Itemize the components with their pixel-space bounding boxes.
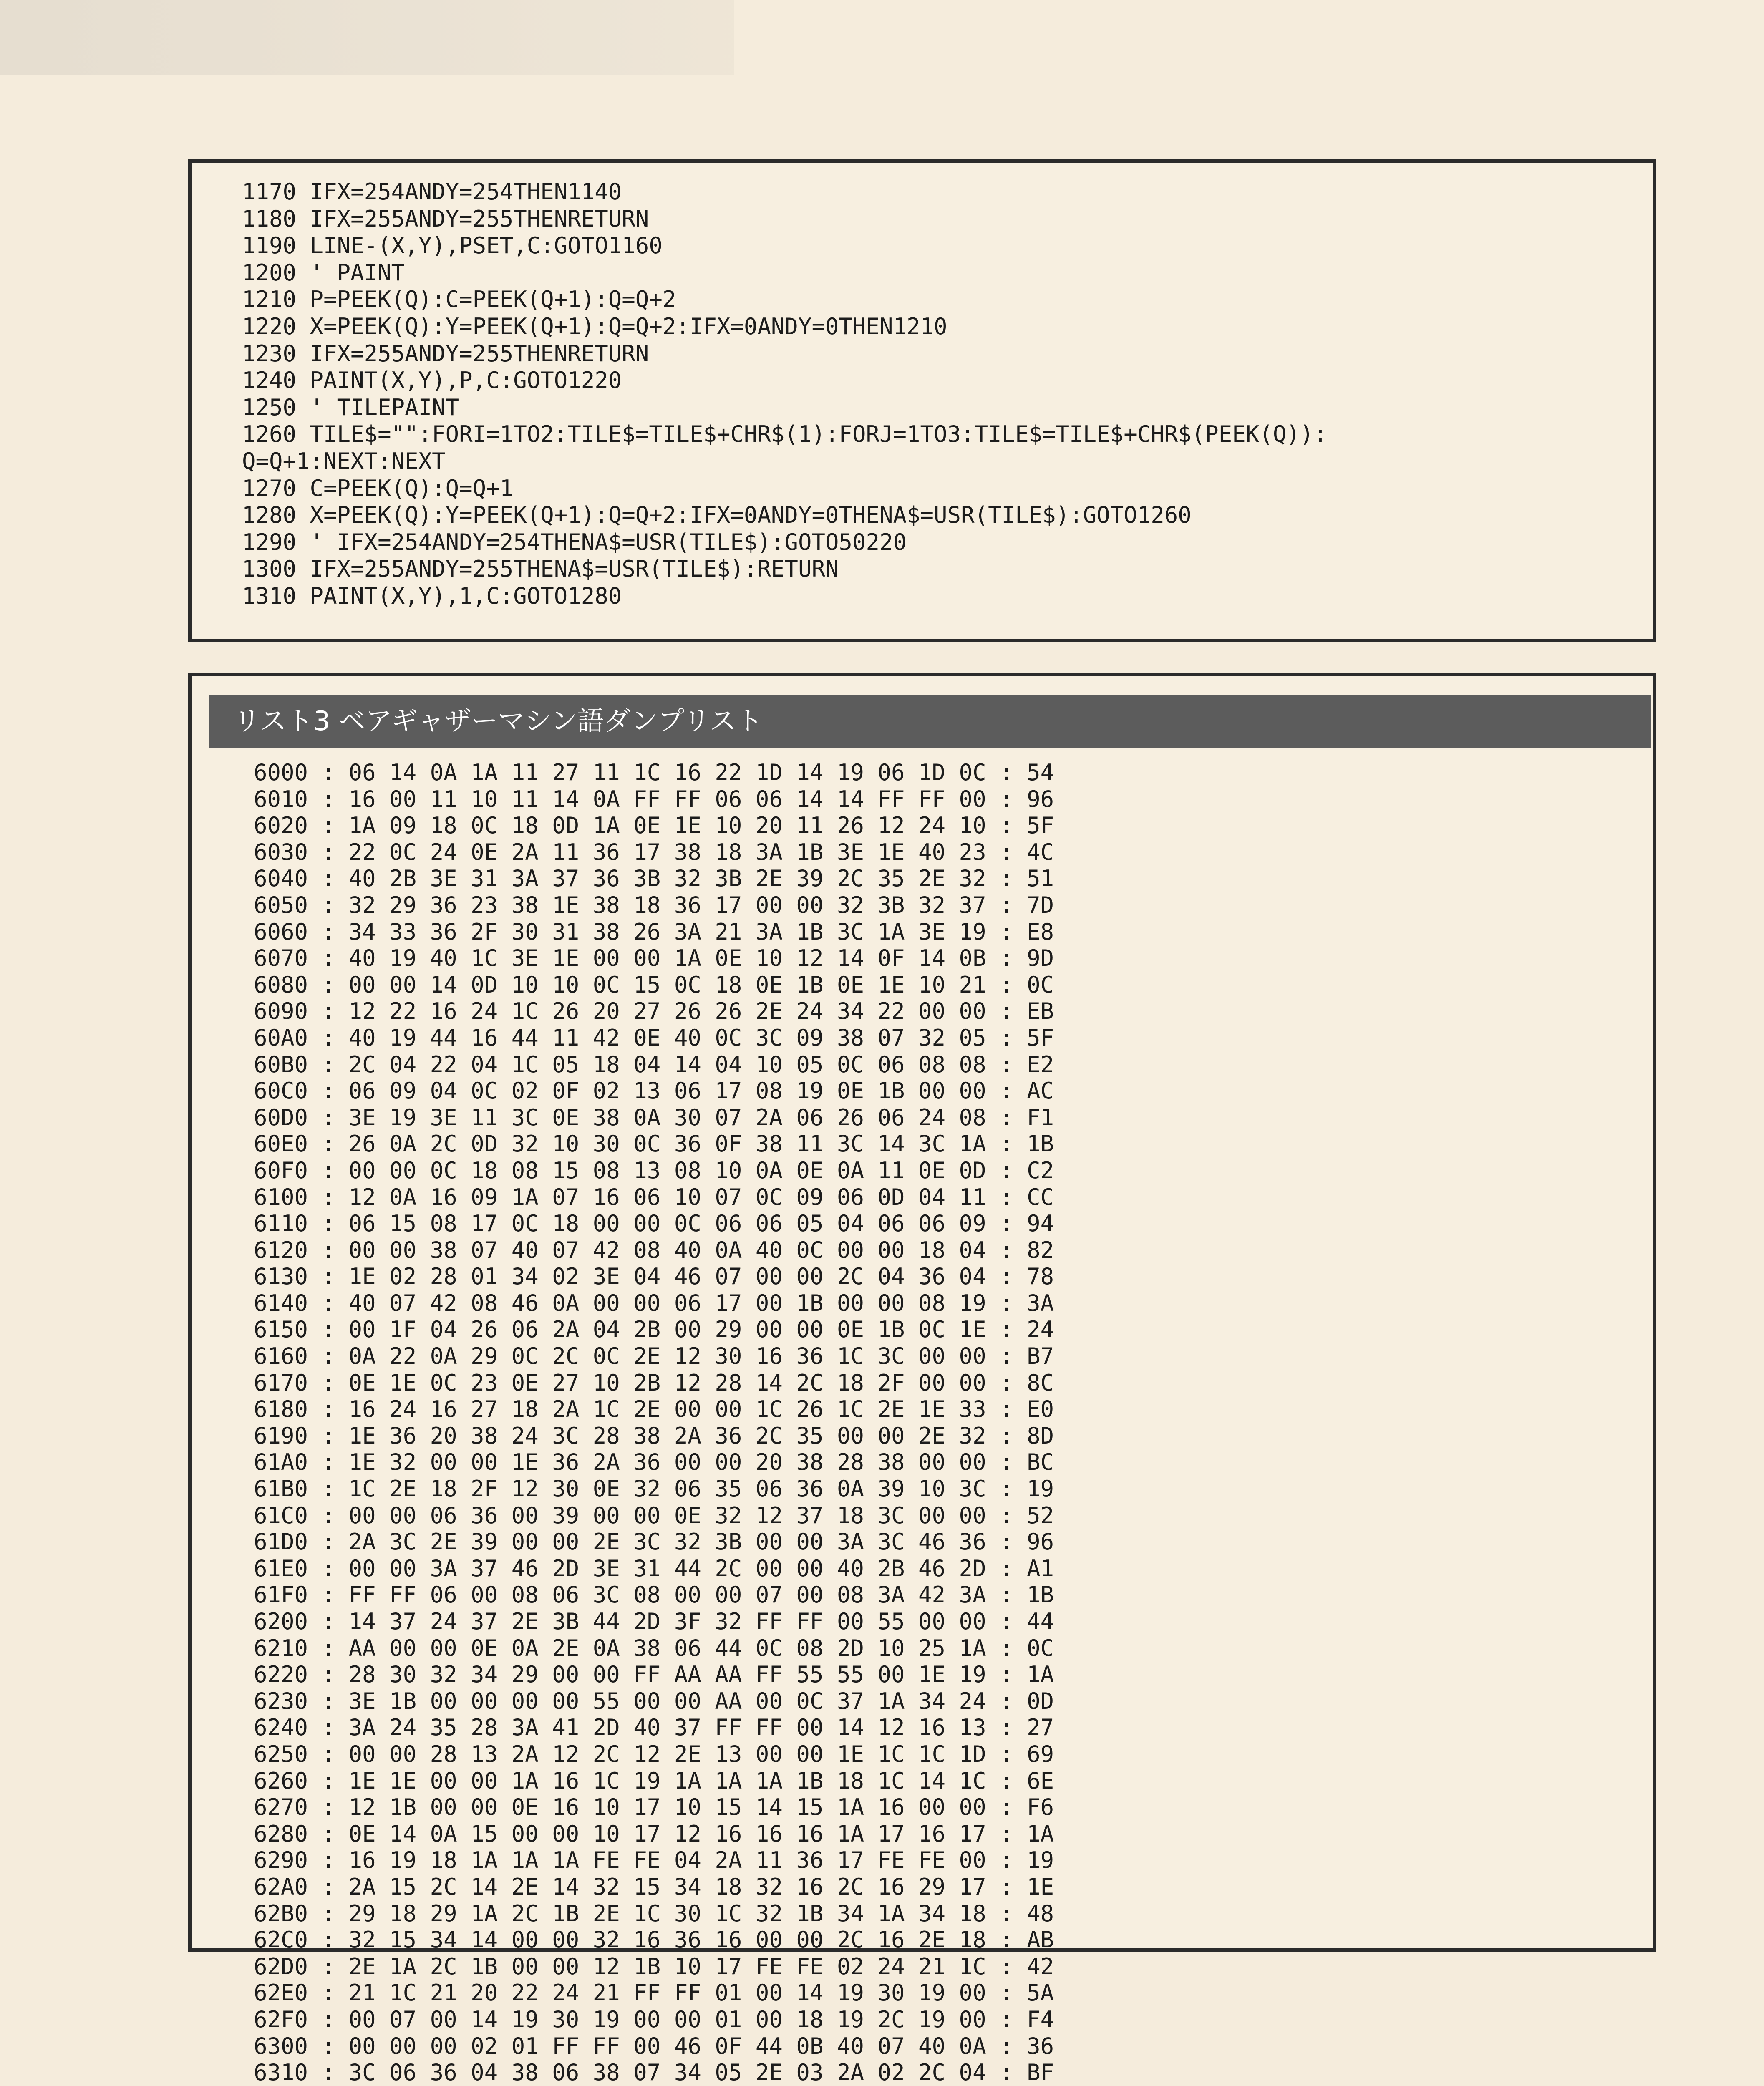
code-line: 1290 ' IFX=254ANDY=254THENA$=USR(TILE$):GOTO50220 — [242, 529, 907, 555]
dump-row: 62A0 : 2A 15 2C 14 2E 14 32 15 34 18 32 16 2C 16 29 17 : 1E — [254, 1873, 1054, 1900]
dump-row: 6280 : 0E 14 0A 15 00 00 10 17 12 16 16 16 1A 17 16 17 : 1A — [254, 1820, 1054, 1847]
code-line: 1180 IFX=255ANDY=255THENRETURN — [242, 205, 649, 232]
dump-row: 62D0 : 2E 1A 2C 1B 00 00 12 1B 10 17 FE FE 02 24 21 1C : 42 — [254, 1953, 1054, 1980]
dump-row: 6230 : 3E 1B 00 00 00 00 55 00 00 AA 00 0C 37 1A 34 24 : 0D — [254, 1688, 1054, 1714]
code-line: 1300 IFX=255ANDY=255THENA$=USR(TILE$):RETURN — [242, 556, 839, 582]
code-line: 1230 IFX=255ANDY=255THENRETURN — [242, 340, 649, 367]
dump-row: 6200 : 14 37 24 37 2E 3B 44 2D 3F 32 FF FF 00 55 00 00 : 44 — [254, 1608, 1054, 1635]
dump-row: 6100 : 12 0A 16 09 1A 07 16 06 10 07 0C 09 06 0D 04 11 : CC — [254, 1184, 1054, 1210]
dump-row: 6150 : 00 1F 04 26 06 2A 04 2B 00 29 00 00 0E 1B 0C 1E : 24 — [254, 1316, 1054, 1343]
dump-row: 6300 : 00 00 00 02 01 FF FF 00 46 0F 44 0B 40 07 40 0A : 36 — [254, 2033, 1054, 2059]
faded-header-bleed — [0, 0, 734, 75]
dump-row: 6050 : 32 29 36 23 38 1E 38 18 36 17 00 00 32 3B 32 37 : 7D — [254, 892, 1054, 918]
code-line: 1210 P=PEEK(Q):C=PEEK(Q+1):Q=Q+2 — [242, 286, 676, 313]
dump-row: 6110 : 06 15 08 17 0C 18 00 00 0C 06 06 05 04 06 06 09 : 94 — [254, 1210, 1054, 1237]
dump-row: 61D0 : 2A 3C 2E 39 00 00 2E 3C 32 3B 00 00 3A 3C 46 36 : 96 — [254, 1529, 1054, 1555]
dump-row: 62F0 : 00 07 00 14 19 30 19 00 00 01 00 18 19 2C 19 00 : F4 — [254, 2006, 1054, 2033]
dump-row: 62B0 : 29 18 29 1A 2C 1B 2E 1C 30 1C 32 1B 34 1A 34 18 : 48 — [254, 1900, 1054, 1927]
dump-row: 60F0 : 00 00 0C 18 08 15 08 13 08 10 0A 0E 0A 11 0E 0D : C2 — [254, 1157, 1054, 1184]
dump-row: 61F0 : FF FF 06 00 08 06 3C 08 00 00 07 00 08 3A 42 3A : 1B — [254, 1582, 1054, 1608]
dump-row: 6290 : 16 19 18 1A 1A 1A FE FE 04 2A 11 36 17 FE FE 00 : 19 — [254, 1847, 1054, 1874]
code-line: 1190 LINE-(X,Y),PSET,C:GOTO1160 — [242, 232, 663, 259]
dump-row: 6210 : AA 00 00 0E 0A 2E 0A 38 06 44 0C 08 2D 10 25 1A : 0C — [254, 1635, 1054, 1661]
dump-row: 62E0 : 21 1C 21 20 22 24 21 FF FF 01 00 14 19 30 19 00 : 5A — [254, 1980, 1054, 2006]
code-line: 1250 ' TILEPAINT — [242, 394, 459, 421]
dump-row: 6220 : 28 30 32 34 29 00 00 FF AA AA FF 55 55 00 1E 19 : 1A — [254, 1661, 1054, 1688]
code-line: 1220 X=PEEK(Q):Y=PEEK(Q+1):Q=Q+2:IFX=0ANDY=0THEN1210 — [242, 313, 948, 340]
dump-row: 6310 : 3C 06 36 04 38 06 38 07 34 05 2E 03 2A 02 2C 04 : BF — [254, 2059, 1054, 2086]
dump-row: 61C0 : 00 00 06 36 00 39 00 00 0E 32 12 37 18 3C 00 00 : 52 — [254, 1502, 1054, 1529]
basic-listing — [242, 179, 1644, 610]
dump-row: 60C0 : 06 09 04 0C 02 0F 02 13 06 17 08 19 0E 1B 00 00 : AC — [254, 1078, 1054, 1104]
code-line: 1280 X=PEEK(Q):Y=PEEK(Q+1):Q=Q+2:IFX=0ANDY=0THENA$=USR(TILE$):GOTO1260 — [242, 502, 1192, 529]
dump-row: 61A0 : 1E 32 00 00 1E 36 2A 36 00 00 20 38 28 38 00 00 : BC — [254, 1449, 1054, 1476]
dump-row: 6260 : 1E 1E 00 00 1A 16 1C 19 1A 1A 1A 1B 18 1C 14 1C : 6E — [254, 1767, 1054, 1794]
dump-row: 6030 : 22 0C 24 0E 2A 11 36 17 38 18 3A 1B 3E 1E 40 23 : 4C — [254, 839, 1054, 865]
dump-row: 60E0 : 26 0A 2C 0D 32 10 30 0C 36 0F 38 11 3C 14 3C 1A : 1B — [254, 1131, 1054, 1157]
dump-row: 62C0 : 32 15 34 14 00 00 32 16 36 16 00 00 2C 16 2E 18 : AB — [254, 1927, 1054, 1953]
dump-row: 6180 : 16 24 16 27 18 2A 1C 2E 00 00 1C 26 1C 2E 1E 33 : E0 — [254, 1396, 1054, 1423]
dump-row: 6170 : 0E 1E 0C 23 0E 27 10 2B 12 28 14 2C 18 2F 00 00 : 8C — [254, 1369, 1054, 1396]
dump-row: 6140 : 40 07 42 08 46 0A 00 00 06 17 00 1B 00 00 08 19 : 3A — [254, 1290, 1054, 1316]
code-line: 1260 TILE$="":FORI=1TO2:TILE$=TILE$+CHR$(1):FORJ=1TO3:TILE$=TILE$+CHR$(PEEK(Q)): — [242, 421, 1327, 448]
dump-row: 6070 : 40 19 40 1C 3E 1E 00 00 1A 0E 10 12 14 0F 14 0B : 9D — [254, 945, 1054, 972]
dump-row: 60B0 : 2C 04 22 04 1C 05 18 04 14 04 10 05 0C 06 08 08 : E2 — [254, 1051, 1054, 1078]
dump-row: 6000 : 06 14 0A 1A 11 27 11 1C 16 22 1D 14 19 06 1D 0C : 54 — [254, 759, 1054, 786]
dump-row: 6060 : 34 33 36 2F 30 31 38 26 3A 21 3A 1B 3C 1A 3E 19 : E8 — [254, 918, 1054, 945]
hex-dump — [254, 759, 1639, 2086]
list3-title: リスト3 ベアギャザーマシン語ダンプリスト — [209, 695, 1651, 748]
dump-row: 60D0 : 3E 19 3E 11 3C 0E 38 0A 30 07 2A 06 26 06 24 08 : F1 — [254, 1104, 1054, 1131]
dump-row: 6080 : 00 00 14 0D 10 10 0C 15 0C 18 0E 1B 0E 1E 10 21 : 0C — [254, 971, 1054, 998]
dump-row: 60A0 : 40 19 44 16 44 11 42 0E 40 0C 3C 09 38 07 32 05 : 5F — [254, 1024, 1054, 1051]
dump-row: 6010 : 16 00 11 10 11 14 0A FF FF 06 06 14 14 FF FF 00 : 96 — [254, 786, 1054, 812]
dump-row: 61B0 : 1C 2E 18 2F 12 30 0E 32 06 35 06 36 0A 39 10 3C : 19 — [254, 1476, 1054, 1502]
dump-row: 6090 : 12 22 16 24 1C 26 20 27 26 26 2E 24 34 22 00 00 : EB — [254, 998, 1054, 1025]
dump-row: 6250 : 00 00 28 13 2A 12 2C 12 2E 13 00 00 1E 1C 1C 1D : 69 — [254, 1741, 1054, 1767]
dump-row: 6160 : 0A 22 0A 29 0C 2C 0C 2E 12 30 16 36 1C 3C 00 00 : B7 — [254, 1343, 1054, 1370]
dump-row: 6190 : 1E 36 20 38 24 3C 28 38 2A 36 2C 35 00 00 2E 32 : 8D — [254, 1422, 1054, 1449]
dump-row: 6020 : 1A 09 18 0C 18 0D 1A 0E 1E 10 20 11 26 12 24 10 : 5F — [254, 812, 1054, 839]
dump-row: 6120 : 00 00 38 07 40 07 42 08 40 0A 40 0C 00 00 18 04 : 82 — [254, 1237, 1054, 1263]
code-line: 1170 IFX=254ANDY=254THEN1140 — [242, 179, 622, 205]
code-line: 1200 ' PAINT — [242, 259, 405, 286]
dump-row: 6130 : 1E 02 28 01 34 02 3E 04 46 07 00 00 2C 04 36 04 : 78 — [254, 1263, 1054, 1290]
dump-row: 6040 : 40 2B 3E 31 3A 37 36 3B 32 3B 2E 39 2C 35 2E 32 : 51 — [254, 865, 1054, 892]
dump-row: 6240 : 3A 24 35 28 3A 41 2D 40 37 FF FF 00 14 12 16 13 : 27 — [254, 1714, 1054, 1741]
dump-row: 61E0 : 00 00 3A 37 46 2D 3E 31 44 2C 00 00 40 2B 46 2D : A1 — [254, 1555, 1054, 1582]
code-line: 1310 PAINT(X,Y),1,C:GOTO1280 — [242, 582, 622, 609]
code-line: 1270 C=PEEK(Q):Q=Q+1 — [242, 475, 514, 501]
code-line: Q=Q+1:NEXT:NEXT — [242, 448, 446, 474]
code-line: 1240 PAINT(X,Y),P,C:GOTO1220 — [242, 367, 622, 394]
dump-row: 6270 : 12 1B 00 00 0E 16 10 17 10 15 14 15 1A 16 00 00 : F6 — [254, 1794, 1054, 1821]
